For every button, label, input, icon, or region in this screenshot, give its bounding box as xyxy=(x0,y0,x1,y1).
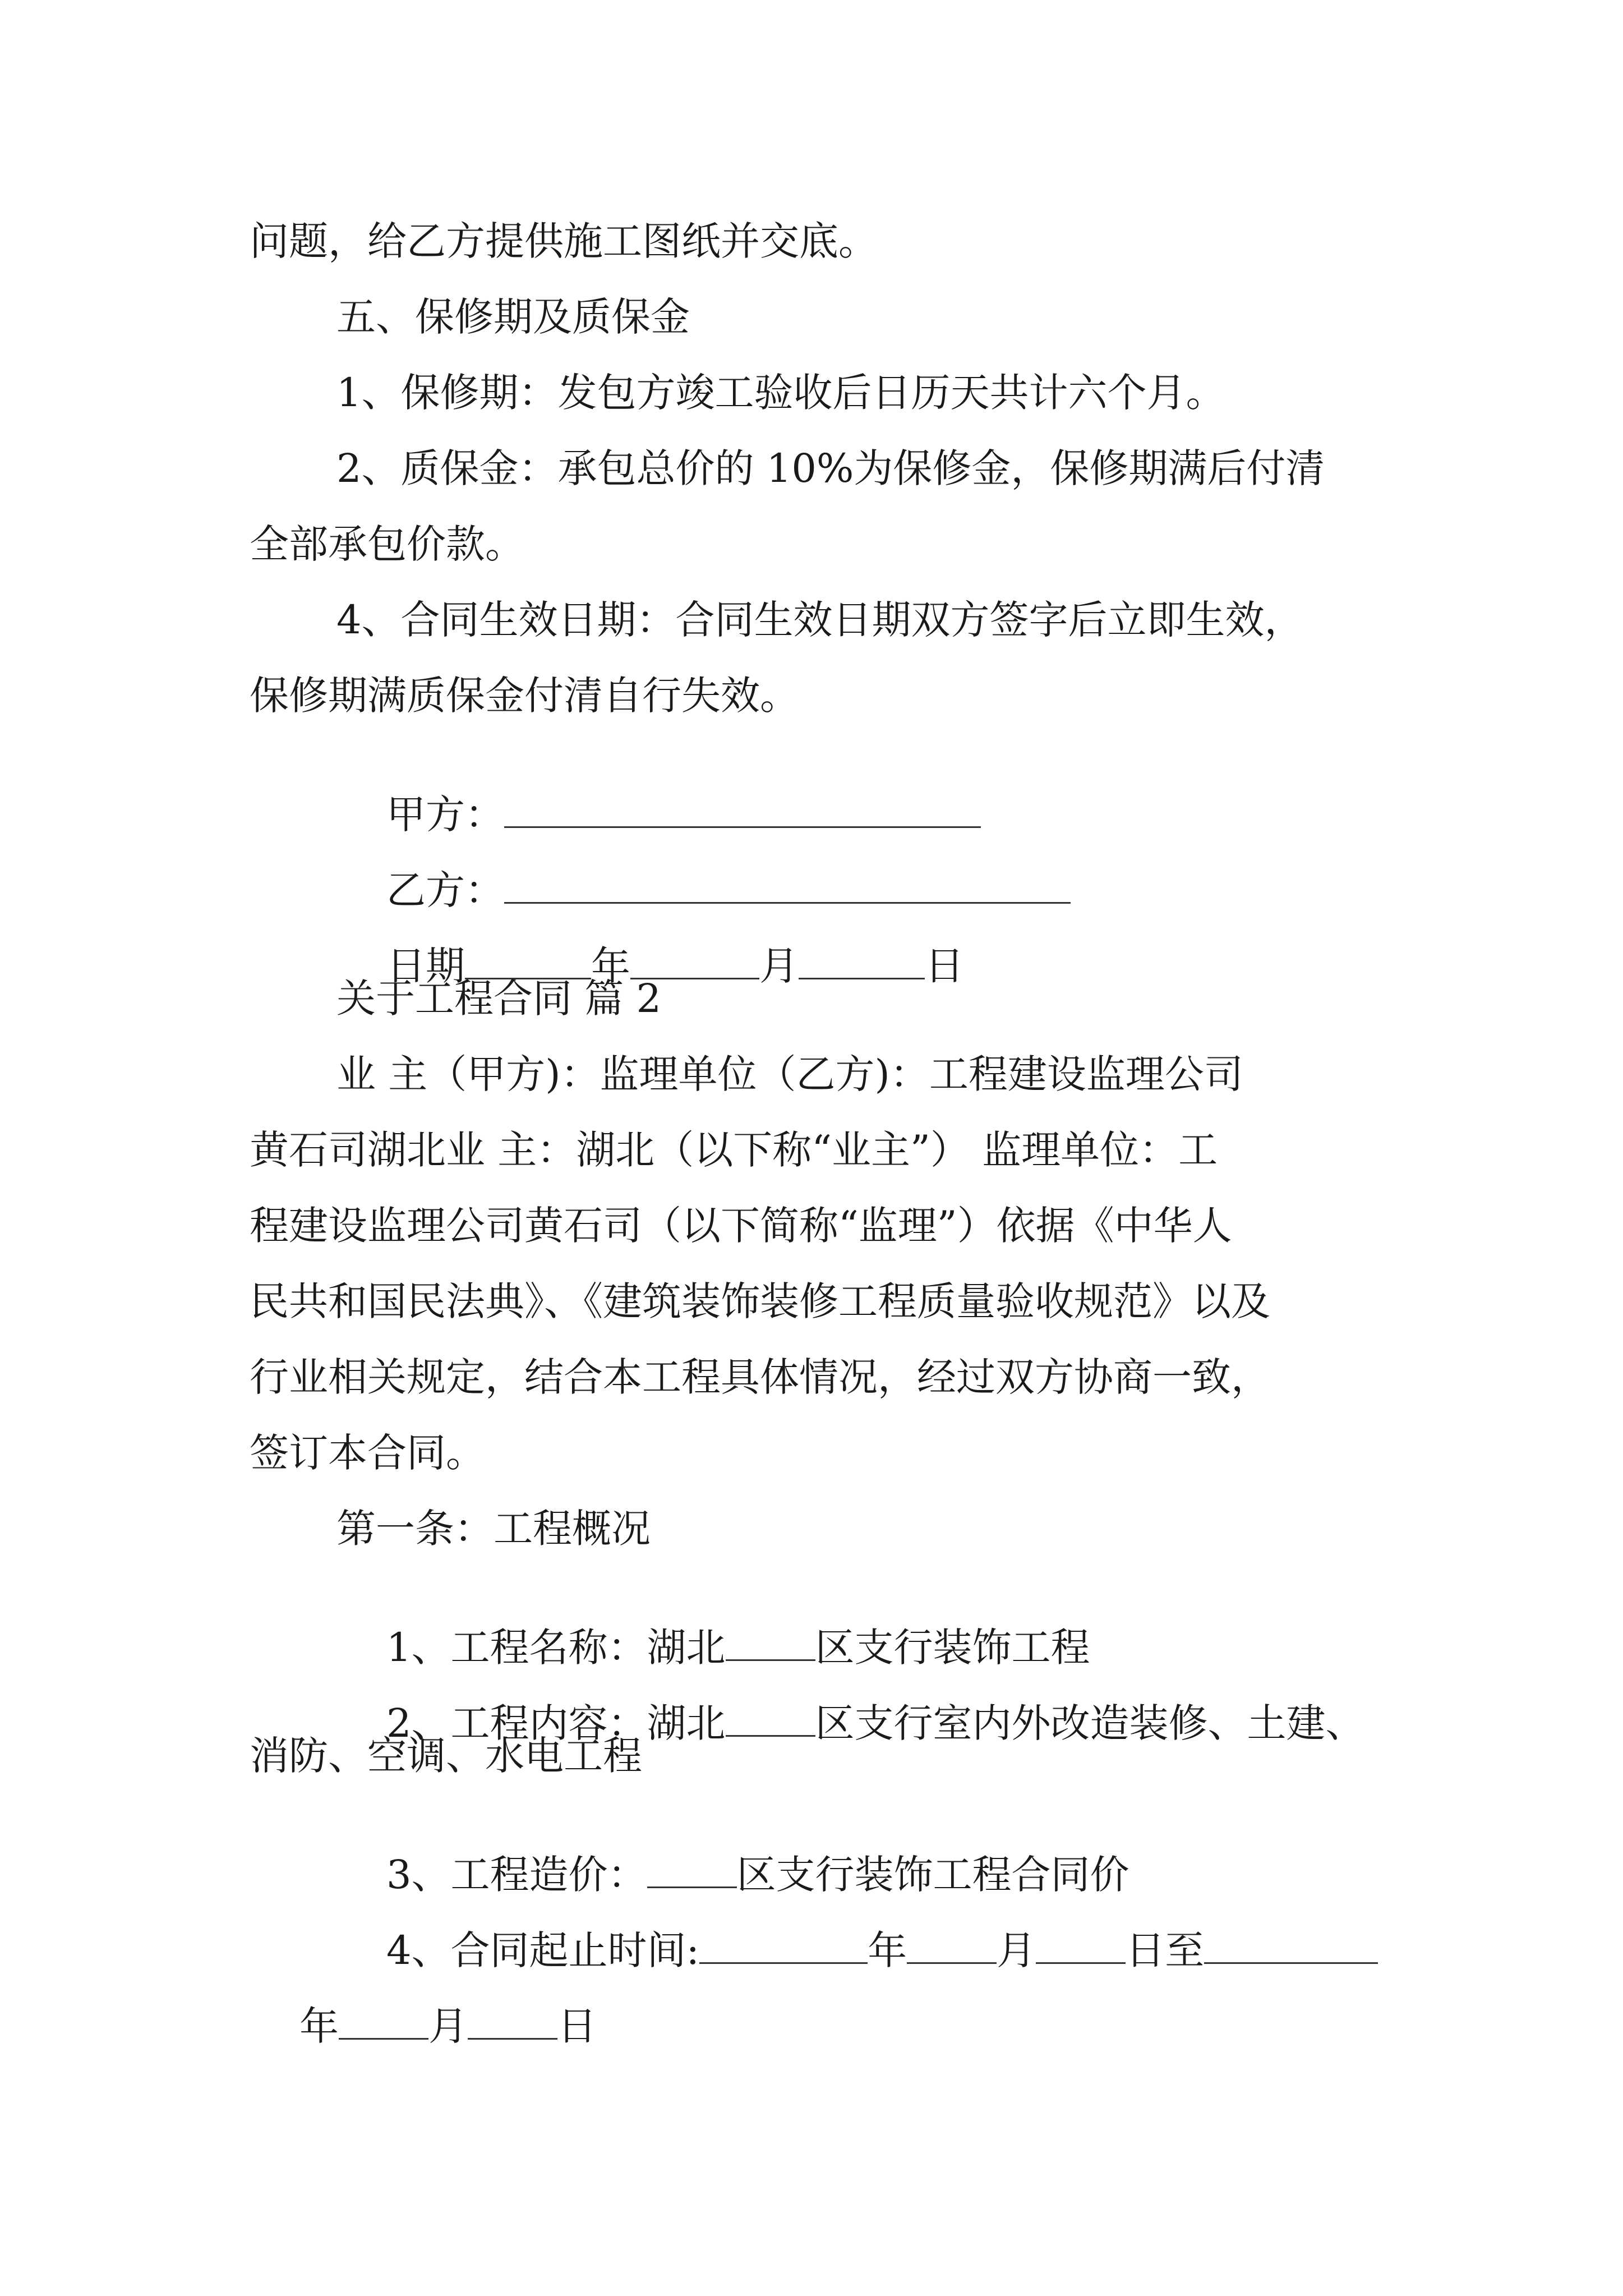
start-year-blank xyxy=(699,1927,868,1964)
project-name-suffix: 区支行装饰工程 xyxy=(815,1625,1090,1671)
start-day-blank xyxy=(1036,1927,1126,1964)
paragraph-line: 行业相关规定，结合本工程具体情况，经过双方协商一致， xyxy=(250,1354,1270,1400)
date-label: 日期 xyxy=(386,943,465,989)
day-blank xyxy=(799,942,925,979)
contract-period-label: 4、合同起止时间: xyxy=(386,1927,700,1973)
paragraph-line: 黄石司湖北业 主：湖北（以下称“业主”） 监理单位：工 xyxy=(250,1127,1218,1173)
party-a-label: 甲方： xyxy=(386,792,505,838)
paragraph-line: 保修期满质保金付清自行失效。 xyxy=(250,673,799,719)
paragraph-line: 问题，给乙方提供施工图纸并交底。 xyxy=(250,218,878,264)
paragraph-line: 4、合同生效日期：合同生效日期双方签字后立即生效， xyxy=(336,597,1304,643)
paragraph-line: 民共和国民法典》、《建筑装饰装修工程质量验收规范》以及 xyxy=(250,1278,1270,1324)
project-cost-blank xyxy=(647,1851,737,1888)
party-a-blank xyxy=(504,791,981,828)
end-day-label: 日 xyxy=(557,2003,597,2049)
project-content-label: 2、工程内容：湖北 xyxy=(386,1700,726,1746)
year-label: 年 xyxy=(591,943,631,989)
contract-title: 关于工程合同 篇 2 xyxy=(336,976,662,1022)
day-label: 日 xyxy=(925,943,965,989)
end-year-label: 年 xyxy=(299,2003,339,2049)
project-content-blank xyxy=(726,1700,815,1737)
end-year-blank xyxy=(1204,1927,1378,1964)
paragraph-line: 全部承包价款。 xyxy=(250,521,524,567)
paragraph-line: 程建设监理公司黄石司（以下简称“监理”）依据《中华人 xyxy=(250,1203,1232,1249)
project-name-label: 1、工程名称：湖北 xyxy=(386,1625,726,1671)
project-content-suffix: 区支行室内外改造装修、土建、 xyxy=(815,1700,1365,1746)
start-month-blank xyxy=(907,1927,997,1964)
project-cost-suffix: 区支行装饰工程合同价 xyxy=(736,1852,1129,1898)
section-heading: 五、保修期及质保金 xyxy=(336,294,690,340)
project-name-blank xyxy=(726,1624,815,1661)
end-month-blank xyxy=(339,2003,428,2040)
party-b-blank xyxy=(504,867,1071,904)
start-month-label: 月 xyxy=(997,1927,1036,1973)
paragraph-line: 2、质保金：承包总价的 10%为保修金，保修期满后付清 xyxy=(336,445,1325,491)
start-year-label: 年 xyxy=(868,1927,907,1973)
year-blank xyxy=(465,942,591,979)
end-day-blank xyxy=(468,2003,557,2040)
paragraph-line: 签订本合同。 xyxy=(250,1430,485,1476)
project-cost-label: 3、工程造价： xyxy=(386,1852,647,1898)
paragraph-line: 1、保修期：发包方竣工验收后日历天共计六个月。 xyxy=(336,370,1225,416)
end-month-label: 月 xyxy=(428,2003,468,2049)
paragraph-line: 消防、空调、水电工程 xyxy=(250,1733,642,1779)
contract-period-end-line xyxy=(250,1963,597,2085)
paragraph-line: 业 主（甲方)：监理单位（乙方)：工程建设监理公司 xyxy=(336,1051,1243,1097)
month-label: 月 xyxy=(759,943,799,989)
party-b-label: 乙方： xyxy=(386,867,505,913)
start-day-to-label: 日至 xyxy=(1126,1927,1205,1973)
month-blank xyxy=(630,942,759,979)
article-heading: 第一条：工程概况 xyxy=(336,1506,651,1552)
